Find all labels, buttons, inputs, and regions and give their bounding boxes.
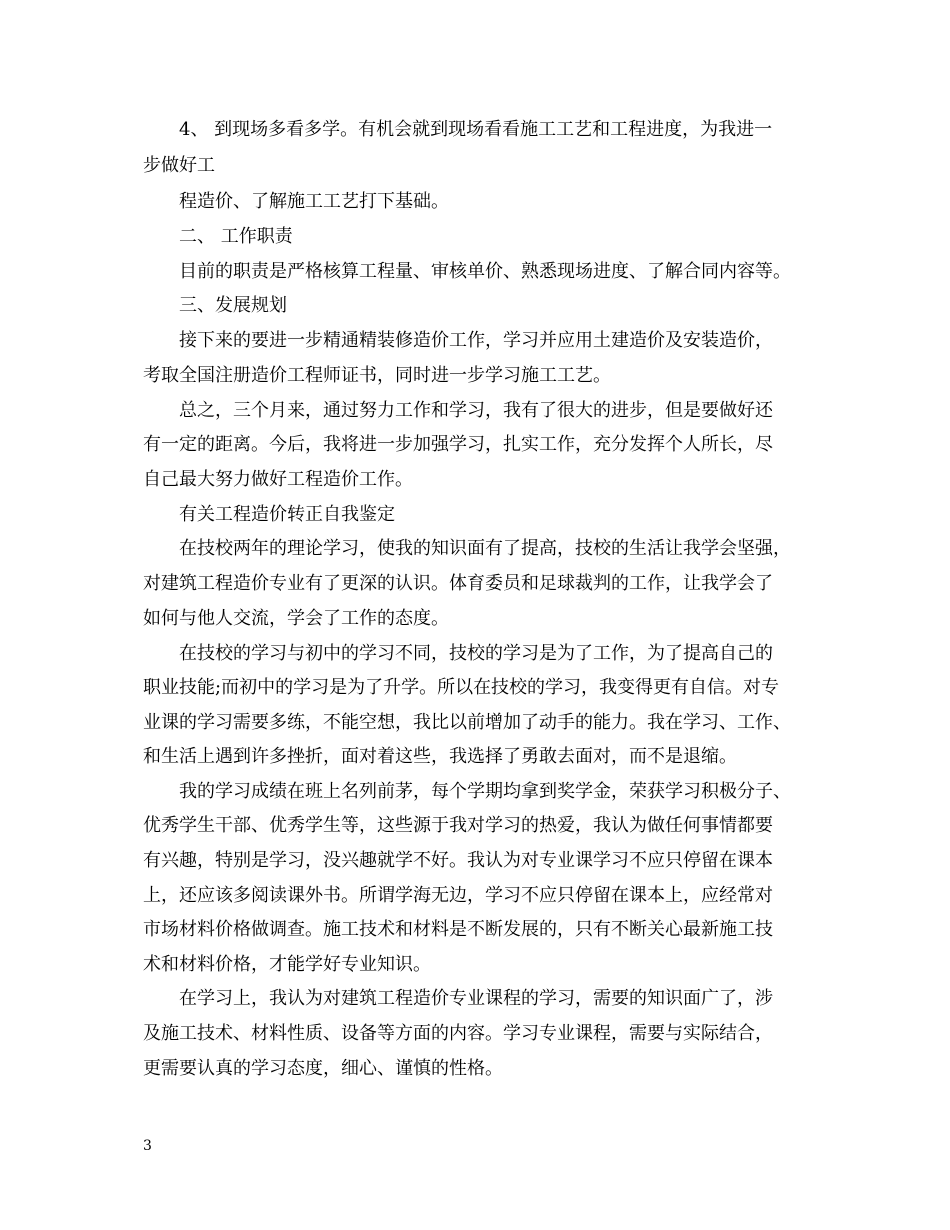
text-line: 步做好工 <box>143 155 215 176</box>
text-line: 考取全国注册造价工程师证书，同时进一步学习施工工艺。 <box>143 365 611 386</box>
section-heading: 二、 工作职责 <box>179 226 293 247</box>
text-line: 术和材料价格，才能学好专业知识。 <box>143 954 431 975</box>
text-line: 有兴趣，特别是学习，没兴趣就学不好。我认为对专业课学习不应只停留在课本 <box>143 850 773 871</box>
text-line: 如何与他人交流，学会了工作的态度。 <box>143 608 449 629</box>
section-heading: 三、发展规划 <box>179 295 287 316</box>
text-line: 4、 到现场多看多学。有机会就到现场看看施工工艺和工程进度，为我进一 <box>179 119 773 140</box>
text-line: 上，还应该多阅读课外书。所谓学海无边，学习不应只停留在课本上，应经常对 <box>143 885 773 906</box>
text-line: 我的学习成绩在班上名列前茅，每个学期均拿到奖学金，荣获学习积极分子、 <box>179 781 791 802</box>
text-line: 业课的学习需要多练，不能空想，我比以前增加了动手的能力。我在学习、工作、 <box>143 712 791 733</box>
text-line: 总之，三个月来，通过努力工作和学习，我有了很大的进步，但是要做好还 <box>179 400 773 421</box>
text-line: 更需要认真的学习态度，细心、谨慎的性格。 <box>143 1058 503 1079</box>
text-line: 对建筑工程造价专业有了更深的认识。体育委员和足球裁判的工作，让我学会了 <box>143 573 773 594</box>
text-line: 在技校两年的理论学习，使我的知识面有了提高，技校的生活让我学会坚强， <box>179 538 791 559</box>
text-line: 及施工技术、材料性质、设备等方面的内容。学习专业课程，需要与实际结合， <box>143 1023 773 1044</box>
text-line: 市场材料价格做调查。施工技术和材料是不断发展的，只有不断关心最新施工技 <box>143 919 773 940</box>
text-line: 在学习上，我认为对建筑工程造价专业课程的学习，需要的知识面广了，涉 <box>179 988 773 1009</box>
text-line: 自己最大努力做好工程造价工作。 <box>143 469 413 490</box>
text-line: 职业技能;而初中的学习是为了升学。所以在技校的学习，我变得更有自信。对专 <box>143 677 780 698</box>
text-line: 优秀学生干部、优秀学生等，这些源于我对学习的热爱，我认为做任何事情都要 <box>143 815 773 836</box>
text-line: 接下来的要进一步精通精装修造价工作，学习并应用土建造价及安装造价， <box>179 330 773 351</box>
section-heading: 有关工程造价转正自我鉴定 <box>179 504 395 525</box>
text-line: 在技校的学习与初中的学习不同，技校的学习是为了工作，为了提高自己的 <box>179 643 773 664</box>
text-line: 程造价、了解施工工艺打下基础。 <box>179 191 449 212</box>
page-number: 3 <box>143 1138 152 1154</box>
text-line: 和生活上遇到许多挫折，面对着这些，我选择了勇敢去面对，而不是退缩。 <box>143 746 737 767</box>
text-line: 有一定的距离。今后，我将进一步加强学习，扎实工作，充分发挥个人所长，尽 <box>143 434 773 455</box>
text-line: 目前的职责是严格核算工程量、审核单价、熟悉现场进度、了解合同内容等。 <box>179 261 791 282</box>
